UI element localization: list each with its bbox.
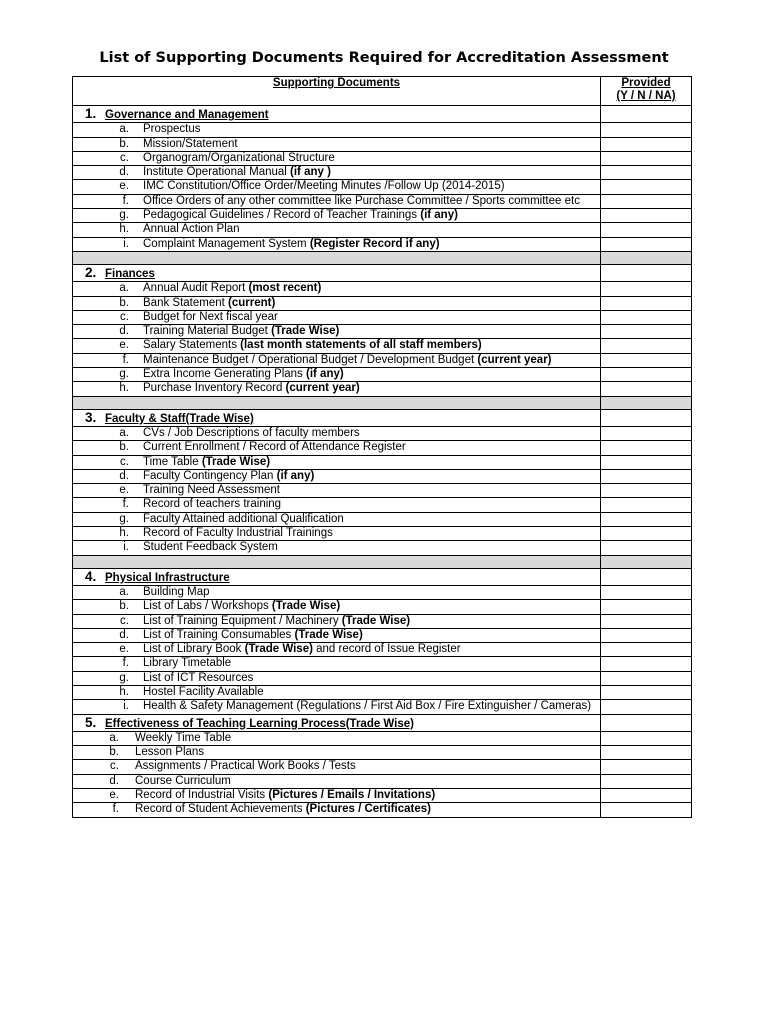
item-note: (Trade Wise): [341, 614, 411, 627]
item-note: (Trade Wise): [271, 325, 340, 338]
item-text: Prospectus: [143, 123, 201, 136]
item-label: g.: [119, 671, 129, 684]
item-text: Weekly Time Table: [135, 731, 232, 744]
item-text: Training Need Assessment: [143, 484, 281, 497]
document-item-cell: [73, 353, 601, 367]
document-item-row: [73, 209, 692, 223]
provided-cell[interactable]: [601, 194, 692, 208]
document-item-cell: [73, 731, 601, 745]
section-title-cell: [73, 264, 601, 281]
item-text: Training Material Budget: [143, 325, 272, 338]
item-label: g.: [119, 209, 129, 222]
header-provided-line2: (Y / N / NA): [616, 90, 676, 103]
item-text: List of Training Equipment / Machinery: [143, 614, 342, 627]
provided-cell[interactable]: [601, 180, 692, 194]
item-text: Student Feedback System: [143, 541, 278, 554]
document-item-row: [73, 774, 692, 788]
document-item-row: [73, 803, 692, 817]
item-text: Pedagogical Guidelines / Record of Teacher Trainings: [143, 209, 421, 222]
item-label: h.: [119, 685, 129, 698]
item-label: i.: [123, 237, 129, 250]
document-item-row: [73, 382, 692, 396]
document-item-cell: [73, 296, 601, 310]
item-text: Faculty Attained additional Qualification: [143, 512, 344, 525]
provided-cell[interactable]: [601, 484, 692, 498]
item-text: Record of Faculty Industrial Trainings: [143, 527, 333, 540]
item-label: d.: [119, 166, 129, 179]
item-note: (if any ): [290, 166, 331, 179]
provided-cell[interactable]: [601, 541, 692, 555]
document-title: List of Supporting Documents Required for Accreditation Assessment: [99, 50, 669, 66]
item-text: Bank Statement: [143, 296, 229, 309]
item-text-after: and record of Issue Register: [312, 643, 461, 656]
provided-cell[interactable]: [601, 426, 692, 440]
document-item-row: [73, 671, 692, 685]
item-label: b.: [119, 600, 129, 613]
document-item-row: [73, 339, 692, 353]
document-item-cell: [73, 789, 601, 803]
section-title: Effectiveness of Teaching Learning Process(Trade Wise): [105, 717, 415, 730]
document-item-cell: [73, 760, 601, 774]
item-label: h.: [119, 527, 129, 540]
document-item-cell: [73, 123, 601, 137]
item-text: Institute Operational Manual: [143, 166, 291, 179]
document-item-row: [73, 498, 692, 512]
item-text: List of ICT Resources: [143, 671, 254, 684]
document-item-row: [73, 426, 692, 440]
document-item-cell: [73, 166, 601, 180]
document-item-cell: [73, 657, 601, 671]
document-item-row: [73, 600, 692, 614]
item-text: Faculty Contingency Plan: [143, 469, 277, 482]
document-item-cell: [73, 310, 601, 324]
provided-cell[interactable]: [601, 223, 692, 237]
item-text: CVs / Job Descriptions of faculty members: [143, 426, 360, 439]
provided-cell[interactable]: [601, 614, 692, 628]
document-item-row: [73, 789, 692, 803]
document-item-row: [73, 484, 692, 498]
document-item-row: [73, 746, 692, 760]
separator-cell: [73, 396, 601, 409]
item-label: a.: [119, 123, 129, 136]
provided-cell[interactable]: [601, 671, 692, 685]
document-item-cell: [73, 282, 601, 296]
item-text: List of Training Consumables: [143, 628, 295, 641]
item-text: Maintenance Budget / Operational Budget / Development Budget: [143, 353, 478, 366]
document-item-cell: [73, 774, 601, 788]
document-item-cell: [73, 700, 601, 714]
document-item-cell: [73, 151, 601, 165]
document-item-row: [73, 296, 692, 310]
item-note: (if any): [306, 368, 344, 381]
section-number: 1.: [85, 106, 97, 121]
item-text: Current Enrollment / Record of Attendance Register: [143, 441, 406, 454]
document-item-row: [73, 194, 692, 208]
item-label: e.: [119, 339, 129, 352]
document-item-cell: [73, 600, 601, 614]
provided-cell[interactable]: [601, 746, 692, 760]
item-label: b.: [119, 296, 129, 309]
item-label: c.: [120, 455, 129, 468]
provided-cell[interactable]: [601, 264, 692, 281]
item-text: Mission/Statement: [143, 137, 238, 150]
item-note: (Register Record if any): [309, 237, 440, 250]
item-label: a.: [119, 282, 129, 295]
provided-cell[interactable]: [601, 409, 692, 426]
provided-cell[interactable]: [601, 325, 692, 339]
provided-cell[interactable]: [601, 568, 692, 585]
item-note: (Trade Wise): [271, 600, 341, 613]
item-label: f.: [122, 194, 129, 207]
provided-cell[interactable]: [601, 441, 692, 455]
document-item-row: [73, 353, 692, 367]
section-header-row: [73, 106, 692, 123]
document-item-cell: [73, 671, 601, 685]
document-item-cell: [73, 746, 601, 760]
document-item-cell: [73, 441, 601, 455]
provided-cell[interactable]: [601, 600, 692, 614]
item-text: Time Table: [143, 455, 202, 468]
document-item-row: [73, 512, 692, 526]
separator-cell: [73, 555, 601, 568]
item-text: IMC Constitution/Office Order/Meeting Minutes /Follow Up (2014-2015): [143, 180, 505, 193]
provided-cell[interactable]: [601, 382, 692, 396]
provided-cell[interactable]: [601, 353, 692, 367]
document-item-cell: [73, 541, 601, 555]
item-note: (current year): [285, 382, 360, 395]
document-item-cell: [73, 426, 601, 440]
item-label: d.: [119, 469, 129, 482]
item-label: d.: [109, 774, 119, 787]
item-text: List of Labs / Workshops: [143, 600, 272, 613]
document-item-cell: [73, 325, 601, 339]
document-item-cell: [73, 368, 601, 382]
provided-cell[interactable]: [601, 310, 692, 324]
document-item-cell: [73, 455, 601, 469]
document-item-row: [73, 760, 692, 774]
provided-cell[interactable]: [601, 774, 692, 788]
provided-cell[interactable]: [601, 151, 692, 165]
item-note: (current): [228, 296, 276, 309]
section-number: 4.: [85, 568, 97, 584]
provided-cell[interactable]: [601, 282, 692, 296]
document-item-cell: [73, 469, 601, 483]
provided-cell[interactable]: [601, 685, 692, 699]
item-label: b.: [109, 746, 119, 759]
document-item-row: [73, 541, 692, 555]
document-item-cell: [73, 585, 601, 599]
item-label: b.: [119, 441, 129, 454]
document-item-row: [73, 643, 692, 657]
section-header-row: [73, 264, 692, 281]
item-text: Office Orders of any other committee like Purchase Committee / Sports committee etc: [143, 194, 580, 207]
item-label: c.: [110, 760, 119, 773]
document-item-cell: [73, 498, 601, 512]
provided-cell[interactable]: [601, 469, 692, 483]
document-item-row: [73, 151, 692, 165]
item-text: Annual Audit Report: [143, 282, 249, 295]
document-item-row: [73, 310, 692, 324]
item-note: (last month statements of all staff members): [240, 339, 482, 352]
header-provided-line1: Provided: [621, 77, 671, 89]
document-item-cell: [73, 339, 601, 353]
provided-cell[interactable]: [601, 760, 692, 774]
document-item-cell: [73, 512, 601, 526]
item-note: (if any): [276, 469, 315, 482]
document-item-cell: [73, 643, 601, 657]
item-label: b.: [119, 137, 129, 150]
item-note: (Trade Wise): [244, 643, 313, 656]
item-label: a.: [119, 426, 129, 439]
provided-cell[interactable]: [601, 789, 692, 803]
document-item-row: [73, 137, 692, 151]
item-note: (Pictures / Certificates): [305, 803, 431, 816]
item-text: Organogram/Organizational Structure: [143, 151, 335, 164]
provided-cell[interactable]: [601, 628, 692, 642]
document-item-row: [73, 685, 692, 699]
provided-cell[interactable]: [601, 512, 692, 526]
item-label: d.: [119, 628, 129, 641]
document-item-row: [73, 237, 692, 251]
item-text: Complaint Management System: [143, 237, 310, 250]
document-item-cell: [73, 527, 601, 541]
section-number: 2.: [85, 264, 97, 280]
document-item-cell: [73, 137, 601, 151]
provided-cell[interactable]: [601, 498, 692, 512]
document-item-row: [73, 166, 692, 180]
item-label: e.: [119, 484, 129, 497]
section-title: Physical Infrastructure: [105, 571, 230, 584]
section-separator-row: [73, 396, 692, 409]
section-title-cell: [73, 714, 601, 731]
document-item-row: [73, 325, 692, 339]
header-provided: [601, 77, 692, 106]
document-item-row: [73, 223, 692, 237]
provided-cell[interactable]: [601, 123, 692, 137]
header-supporting-documents: Supporting Documents: [73, 77, 601, 106]
item-label: c.: [120, 614, 129, 627]
item-text: List of Library Book: [143, 643, 245, 656]
item-note: (Trade Wise): [294, 628, 363, 641]
item-text: Purchase Inventory Record: [143, 382, 286, 395]
item-label: f.: [122, 498, 129, 511]
section-title-cell: [73, 106, 601, 123]
item-text: Salary Statements: [143, 339, 241, 352]
document-item-cell: [73, 803, 601, 817]
provided-cell[interactable]: [601, 700, 692, 714]
item-label: e.: [119, 643, 129, 656]
supporting-documents-table: [72, 76, 692, 818]
provided-cell[interactable]: [601, 657, 692, 671]
item-label: g.: [119, 512, 129, 525]
separator-cell: [601, 251, 692, 264]
section-title-cell: [73, 568, 601, 585]
section-separator-row: [73, 555, 692, 568]
document-item-row: [73, 585, 692, 599]
item-text: Library Timetable: [143, 657, 232, 670]
provided-cell[interactable]: [601, 803, 692, 817]
item-text: Record of Student Achievements: [135, 803, 306, 816]
document-item-row: [73, 469, 692, 483]
document-item-row: [73, 731, 692, 745]
document-item-row: [73, 455, 692, 469]
item-label: c.: [120, 151, 129, 164]
separator-cell: [73, 251, 601, 264]
document-item-row: [73, 628, 692, 642]
item-text: Hostel Facility Available: [143, 685, 264, 698]
item-note: (if any): [420, 209, 458, 222]
provided-cell[interactable]: [601, 106, 692, 123]
provided-cell[interactable]: [601, 731, 692, 745]
item-label: i.: [123, 700, 129, 713]
item-label: c.: [120, 310, 129, 323]
document-item-row: [73, 657, 692, 671]
document-item-cell: [73, 194, 601, 208]
item-text: Lesson Plans: [135, 746, 205, 759]
separator-cell: [601, 555, 692, 568]
section-number: 3.: [85, 409, 97, 425]
item-note: (Pictures / Emails / Invitations): [268, 789, 436, 802]
separator-cell: [601, 396, 692, 409]
provided-cell[interactable]: [601, 296, 692, 310]
section-title: Faculty & Staff(Trade Wise): [105, 412, 254, 425]
provided-cell[interactable]: [601, 643, 692, 657]
document-item-cell: [73, 484, 601, 498]
item-label: d.: [119, 325, 129, 338]
provided-cell[interactable]: [601, 585, 692, 599]
item-text: Record of teachers training: [143, 498, 282, 511]
item-note: (current year): [477, 353, 552, 366]
item-text: Budget for Next fiscal year: [143, 310, 278, 323]
provided-cell[interactable]: [601, 237, 692, 251]
document-item-row: [73, 527, 692, 541]
item-text: Building Map: [143, 585, 210, 598]
item-label: f.: [112, 803, 119, 816]
item-text: Annual Action Plan: [143, 223, 240, 236]
document-item-cell: [73, 382, 601, 396]
item-note: (Trade Wise): [201, 455, 271, 468]
item-text: Extra Income Generating Plans: [143, 368, 306, 381]
document-item-row: [73, 180, 692, 194]
provided-cell[interactable]: [601, 209, 692, 223]
item-text: Course Curriculum: [135, 774, 231, 787]
document-item-cell: [73, 180, 601, 194]
section-title: Governance and Management: [105, 109, 269, 121]
section-title-cell: [73, 409, 601, 426]
item-label: h.: [119, 223, 129, 236]
section-title: Finances: [105, 267, 155, 280]
document-item-row: [73, 282, 692, 296]
item-note: (most recent): [248, 282, 322, 295]
item-label: i.: [123, 541, 129, 554]
section-number: 5.: [85, 714, 97, 730]
item-label: a.: [109, 731, 119, 744]
item-label: g.: [119, 368, 129, 381]
item-text: Record of Industrial Visits: [135, 789, 269, 802]
section-separator-row: [73, 251, 692, 264]
document-item-cell: [73, 209, 601, 223]
document-item-row: [73, 368, 692, 382]
provided-cell[interactable]: [601, 339, 692, 353]
item-label: f.: [122, 657, 129, 670]
document-item-cell: [73, 223, 601, 237]
document-item-row: [73, 123, 692, 137]
document-item-cell: [73, 628, 601, 642]
item-label: a.: [119, 585, 129, 598]
table-header-row: [73, 77, 692, 106]
document-item-row: [73, 441, 692, 455]
provided-cell[interactable]: [601, 527, 692, 541]
document-item-row: [73, 614, 692, 628]
provided-cell[interactable]: [601, 137, 692, 151]
provided-cell[interactable]: [601, 455, 692, 469]
item-label: e.: [119, 180, 129, 193]
document-item-cell: [73, 237, 601, 251]
section-header-row: [73, 568, 692, 585]
provided-cell[interactable]: [601, 714, 692, 731]
item-label: e.: [109, 789, 119, 802]
document-item-cell: [73, 685, 601, 699]
item-label: h.: [119, 382, 129, 395]
provided-cell[interactable]: [601, 166, 692, 180]
provided-cell[interactable]: [601, 368, 692, 382]
document-item-row: [73, 700, 692, 714]
section-header-row: [73, 714, 692, 731]
document-item-cell: [73, 614, 601, 628]
item-label: f.: [122, 353, 129, 366]
item-text: Assignments / Practical Work Books / Tests: [135, 760, 356, 773]
item-text: Health & Safety Management (Regulations / First Aid Box / Fire Extinguisher / Cameras): [143, 700, 592, 713]
section-header-row: [73, 409, 692, 426]
